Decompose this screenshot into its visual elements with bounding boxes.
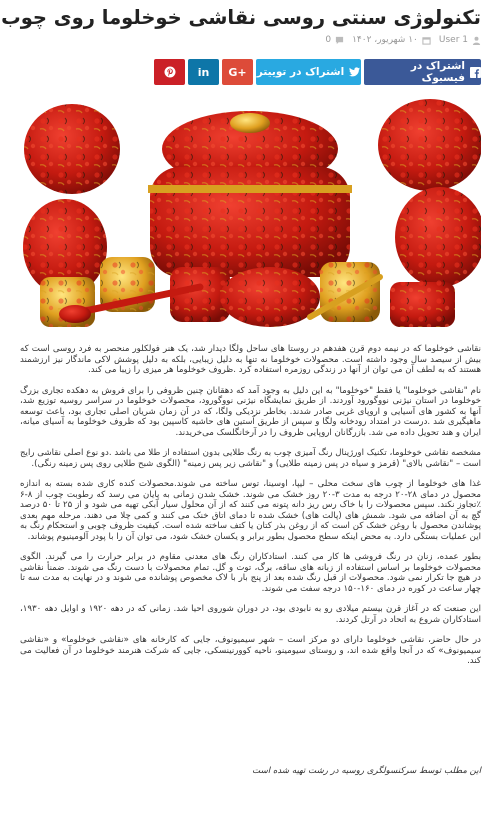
share-googleplus-button[interactable]	[222, 59, 253, 85]
comment-icon	[335, 36, 344, 45]
khokhloma-tableware-image	[20, 97, 481, 337]
twitter-icon	[349, 67, 360, 77]
share-twitter-button[interactable]	[256, 59, 361, 85]
share-facebook-button[interactable]	[364, 59, 481, 85]
article-meta	[325, 34, 481, 46]
article-paragraph: این صنعت که در آغاز قرن بیستم میلادی رو به نابودی بود، در دوران شوروی احیا شد. زمانی که در دهه ۱۹۲۰ و اوایل دهه ۱۹۳۰، استادکاران شروع به اتحاد در آرتل کردند.	[20, 604, 481, 625]
calendar-icon	[422, 36, 431, 45]
article-paragraph: غذا های خوخلوما از چوب های سخت محلی – لیپا، اوسینا، توس ساخته می شوند.محصولات کنده کاری شده بسته به اندازه محصول در دمای ۲۸-۲۰ درجه به مدت ۳-۲۰ روز خشک می شوند. خشک شدن زمانی به پایان می رسد که رطوبت چوب از ۸-۶ ٪تجاوز نکند. سپس محصولات را با خاک رس ریز دانه پتونه می کنند که از آن محلول سیار آبکی تهیه می شود و از ۲۵ تا ۵۰ درصد گچ به آن اضافه می شود. شمش های (پالت های) خشک شده تا دمای اتاق خنک می کنند و کمی چلا می دهند. مرحله مهم بعدی پوشاندن محصول با روغن خشک کن است که از روغن بذر کتان یا کتف ساخته شده است. کیفیت ظروف چوبی و استحکام رنگ به این عملیات بستگی دارد. به محض اینکه سطح محصول بطور برابر و یکسان خشک شود، می توان آن را با پودر آلومینیوم پوشاند.	[20, 479, 482, 542]
comment-count[interactable]: 0	[325, 35, 332, 45]
share-pinterest-button[interactable]	[154, 59, 185, 85]
article-body	[20, 344, 481, 677]
article-paragraph: نام "نقاشی خوخلوما" یا فقط "خوخلوما" به این دلیل به وجود آمد که دهقانان چنین ظروفی را برای فروش به دهکده تجاری بزرگ خوخلوما در استان نیژنی نووگورود آوردند. از طریق نمایشگاه نیژنی نووگورود، محصولات خوخلوما در سراسر روسیه توزیع شد، آنها به کشور های آسیایی و اروپای غربی صادر شدند. بخاطر نزدیکی ولگا، که در آن زمان شریان اصلی تجاری بود، باعث توسعه ماهیگیری شد .درست در امتداد رودخانه ولگا و سپس از طریق آستین های حاشیه کاسپین بود که ظروف خوخلوما به آسیای میانه، ایران و هند تحویل داده می شد. بازرگانان اروپایی ظروف را در آرخانگلسک می‌خریدند.	[20, 385, 481, 438]
publish-date: ۱۰ شهریور، ۱۴۰۲	[352, 35, 418, 45]
article-paragraph: در حال حاضر، نقاشی خوخلوما دارای دو مرکز است – شهر سیمیونوف، جایی که کارخانه های «نقاشی خوخلوما» و «نقاشی سیمیونوف» که در آنجا واقع شده اند، و روستای سیومینو، ناحیه کوورنینسکی، جایی که شرکت هنرمند خوخلوما در آن فعالیت می کند.	[20, 635, 481, 666]
share-linkedin-button[interactable]	[188, 59, 219, 85]
article-paragraph: نقاشی خوخلوما که در نیمه دوم قرن هفدهم در روستا های ساحل ولگا دیدار شد، یک هنر فولکلور منحصر به فرد روسی است که بیش از سیصد سال وجود داشته است. محصولات خوخلوما نه تنها به دلیل زیبایی، بلکه به دلیل پوشش لاکی ماندگار نیز ارزشمند هستند که به لطف آن می توان از آنها در زندگی روزمره استفاده کرد .ظروف خوخلوما هر میزی را زیبا می کند.	[20, 344, 481, 375]
article-footnote: این مطلب توسط سرکنسولگری روسیه در رشت تهیه شده است	[252, 766, 481, 776]
facebook-icon	[470, 67, 481, 78]
share-twitter-label: اشتراک در توییتر	[256, 66, 345, 78]
article-paragraph: بطور عمده، زنان در رنگ فروشی ها کار می کنند. استادکاران رنگ های معدنی مقاوم در برابر حرارت را می گیرند. الگوی محصولات خوخلوما بر اساس استفاده از زبانه های ساقه، برگ، توت و گل. تمام محصولات با دست رنگ می شوند. ضمنأ نقاشی در هیچ جا تکرار نمی شود. محصولات از قبل رنگ شده بعد از پنج بار با لاک مخصوص پوشانده می شوند و در نهایت به مدت سه تا چهار ساعت در کوره در دمای ۱۶۰-۱۵۰ درجه سفت می شوند.	[20, 552, 481, 594]
article-title: تکنولوژی سنتی روسی نقاشی خوخلوما روی چوب	[1, 6, 481, 29]
author-name[interactable]: User 1	[438, 35, 468, 45]
linkedin-icon: in	[197, 65, 210, 79]
pinterest-icon	[164, 66, 176, 78]
article-paragraph: مشخصه نقاشی خوخلوما، تکنیک اورژینال رنگ آمیزی چوب به رنگ طلایی بدون استفاده از طلا می باشد .دو نوع اصلی نقاشی رایج است – "نقاشی بالای" (قرمز و سیاه در پس زمینه طلایی) و "نقاشی زیر پس زمینه" (الگوی شبح طلایی روی پس زمینه رنگی).	[20, 448, 481, 469]
share-bar	[154, 59, 481, 85]
googleplus-icon: G+	[228, 65, 247, 79]
user-icon	[472, 36, 481, 45]
article-image	[20, 97, 481, 337]
share-facebook-label: اشتراک در فیسبوک	[410, 60, 466, 84]
